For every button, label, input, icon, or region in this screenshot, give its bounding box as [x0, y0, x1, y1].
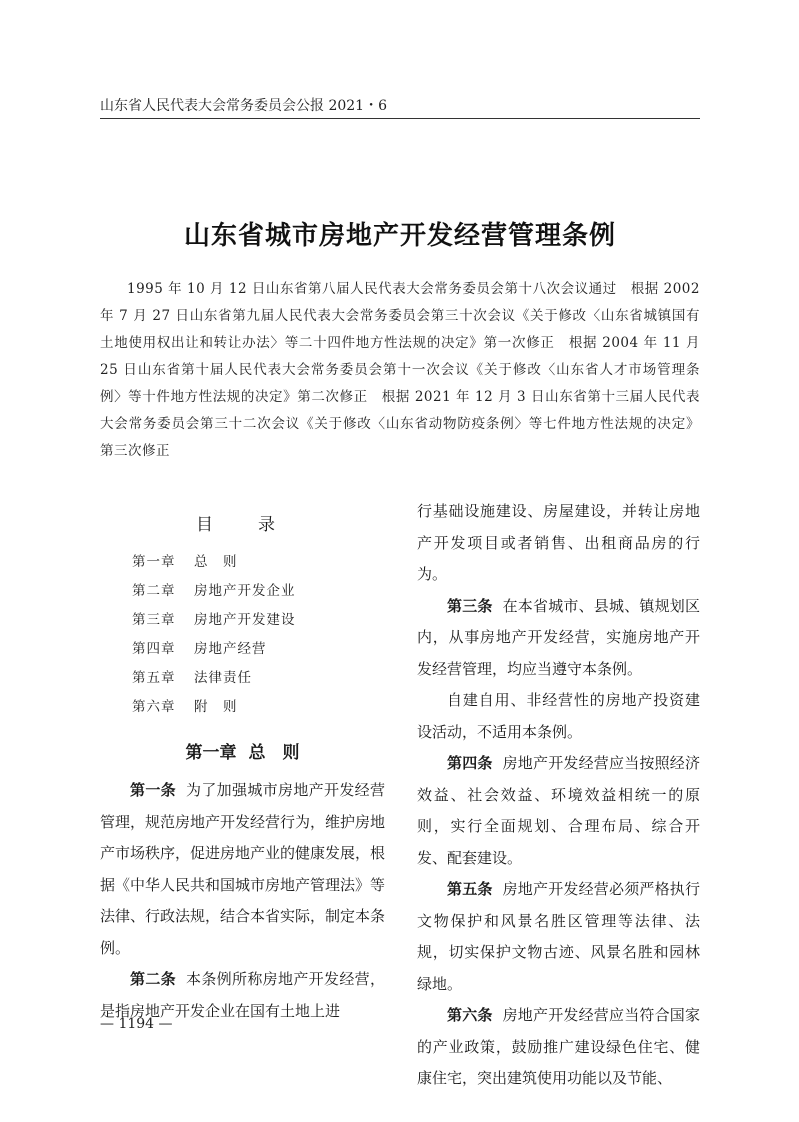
chapter-heading: 第一章 总 则 — [185, 743, 300, 763]
header-divider — [100, 118, 700, 119]
article-2: 第二条 本条例所称房地产开发经营，是指房地产开发企业在国有土地上进 — [100, 970, 385, 1020]
adoption-preamble: 1995 年 10 月 12 日山东省第八届人民代表大会常务委员会第十八次会议通过 根据 2002 年 7 月 27 日山东省第九届人民代表大会常务委员会第三十次会议《关于修改〈山东省城镇国有土地使用权出让和转让办法〉等二十四件地方性法规的决定》第一次修正 根据 2004 年 11 月 25 日山东省第十届人民代表大会常务委员会第十一次会议《关于修改〈山东省人才市场管理条例〉等十件地方性法规的决定》第二次修正 根据 2021 年 12 月 3 日山东省第十三届人民代表大会常务委员会第三十二次会议《关于修改〈山东省动物防疫条例〉等七件地方性法规的决定》第三次修正 — [100, 281, 700, 459]
article-label: 第六条 — [447, 1006, 493, 1024]
page-number: — 1194 — — [100, 1016, 173, 1032]
article-label: 第二条 — [130, 970, 176, 988]
toc-item: 第五章 法律责任 — [132, 670, 252, 686]
right-column — [417, 496, 700, 1095]
toc-item: 第一章 总 则 — [132, 554, 238, 570]
article-5: 第五条 房地产开发经营必须严格执行文物保护和风景名胜区管理等法律、法规，切实保护文物古迹、风景名胜和园林绿地。 — [417, 880, 700, 993]
toc-item: 第四章 房地产经营 — [132, 641, 267, 657]
table-of-contents — [100, 548, 385, 722]
toc-item: 第六章 附 则 — [132, 699, 238, 715]
article-3-para-2: 自建自用、非经营性的房地产投资建设活动，不适用本条例。 — [417, 691, 700, 741]
article-1: 第一条 为了加强城市房地产开发经营管理，规范房地产开发经营行为，维护房地产市场秩序，促进房地产业的健康发展，根据《中华人民共和国城市房地产管理法》等法律、行政法规，结合本省实际，制定本条例。 — [100, 781, 386, 957]
toc-item: 第三章 房地产开发建设 — [132, 612, 296, 628]
document-title: 山东省城市房地产开发经营管理条例 — [183, 221, 616, 251]
article-label: 第四条 — [447, 754, 493, 772]
article-3: 第三条 在本省城市、县城、镇规划区内，从事房地产开发经营，实施房地产开发经营管理，均应当遵守本条例。 — [417, 596, 700, 678]
article-label: 第三条 — [447, 596, 493, 615]
article-label: 第一条 — [130, 781, 176, 799]
article-6: 第六条 房地产开发经营应当符合国家的产业政策，鼓励推广建设绿色住宅、健康住宅，突出建筑使用功能以及节能、 — [417, 1006, 700, 1087]
left-column — [100, 498, 385, 1027]
toc-heading: 目 录 — [196, 515, 289, 535]
article-2-continued: 行基础设施建设、房屋建设，并转让房地产开发项目或者销售、出租商品房的行为。 — [417, 502, 700, 583]
toc-item: 第二章 房地产开发企业 — [132, 583, 296, 599]
article-label: 第五条 — [447, 880, 493, 898]
article-4: 第四条 房地产开发经营应当按照经济效益、社会效益、环境效益相统一的原则，实行全面规划、合理布局、综合开发、配套建设。 — [417, 754, 700, 867]
bulletin-header: 山东省人民代表大会常务委员会公报 2021・6 — [100, 98, 387, 114]
